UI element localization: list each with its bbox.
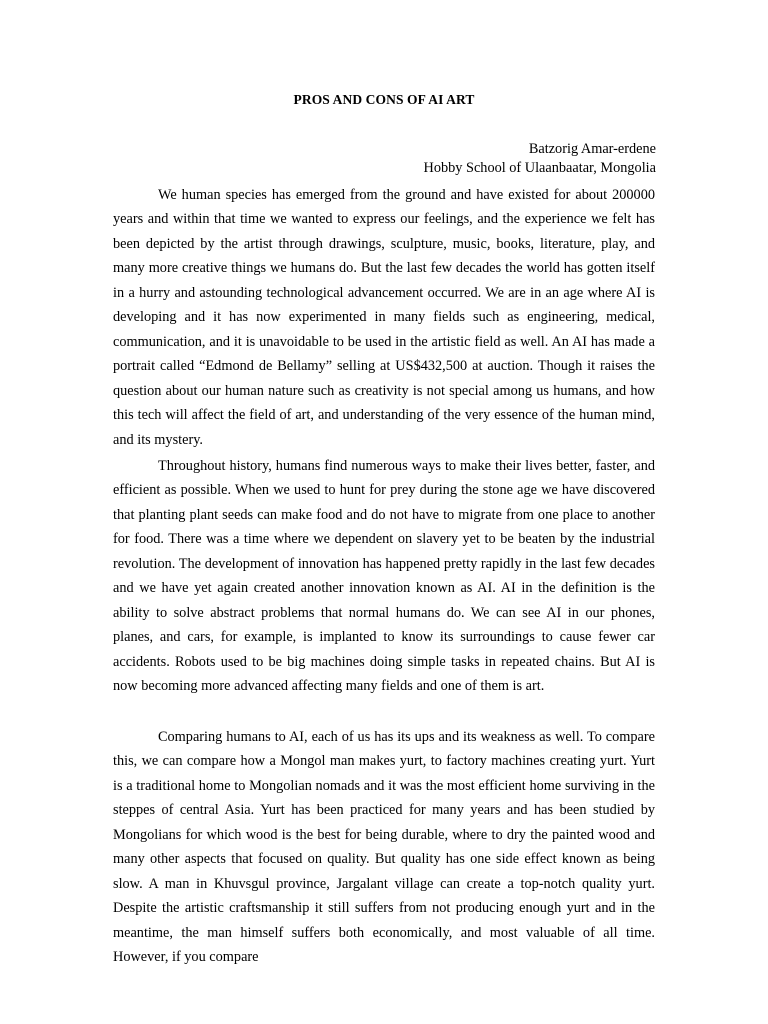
body-paragraph: We human species has emerged from the ground and have existed for about 200000 years and within that time we wanted to express our feelings, and the experience we felt has been depicted by the artist through drawings, sculpture, music, books, literature, play, and many more creative things we humans do. But the last few decades the world has gotten itself in a hurry and astounding technological advancement occurred. We are in an age where AI is developing and it has now experimented in many fields such as engineering, medical, communication, and it is unavoidable to be used in the artistic field as well. An AI has made a portrait called “Edmond de Bellamy” selling at US$432,500 at auction. Though it raises the question about our human nature such as creativity is not special among us humans, and how this tech will affect the field of art, and understanding of the very essence of the human mind, and its mystery. [113,187,655,448]
body-paragraph: Throughout history, humans find numerous ways to make their lives better, faster, and efficient as possible. When we used to hunt for prey during the stone age we have discovered that planting plant seeds can make food and do not have to migrate from one place to another for food. There was a time where we dependent on slavery yet to be beaten by the industrial revolution. The development of innovation has happened pretty rapidly in the last few decades and we have yet again created another innovation known as AI. AI in the definition is the ability to solve abstract problems that normal humans do. We can see AI in our phones, planes, and cars, for example, is implanted to know its surroundings to cause fewer car accidents. Robots used to be big machines doing simple tasks in repeated chains. But AI is now becoming more advanced affecting many fields and one of them is art. [113,458,655,695]
author-affiliation: Hobby School of Ulaanbaatar, Mongolia [423,160,656,176]
author-block [424,140,657,178]
author-name: Batzorig Amar-erdene [528,141,656,157]
body-paragraph: Comparing humans to AI, each of us has its ups and its weakness as well. To compare this, we can compare how a Mongol man makes yurt, to factory machines creating yurt. Yurt is a traditional home to Mongolian nomads and it was the most efficient home surviving in the steppes of central Asia. Yurt has been practiced for many years and has been studied by Mongolians for which wood is the best for being durable, where to dry the painted wood and many other aspects that focused on quality. But quality has one side effect known as being slow. A man in Khuvsgul province, Jargalant village can create a top-notch quality yurt. Despite the artistic craftsmanship it still suffers from not producing enough yurt and in the meantime, the man himself suffers both economically, and most valuable of all time. However, if you compare [113,729,655,966]
document-title: PROS AND CONS OF AI ART [293,92,475,107]
